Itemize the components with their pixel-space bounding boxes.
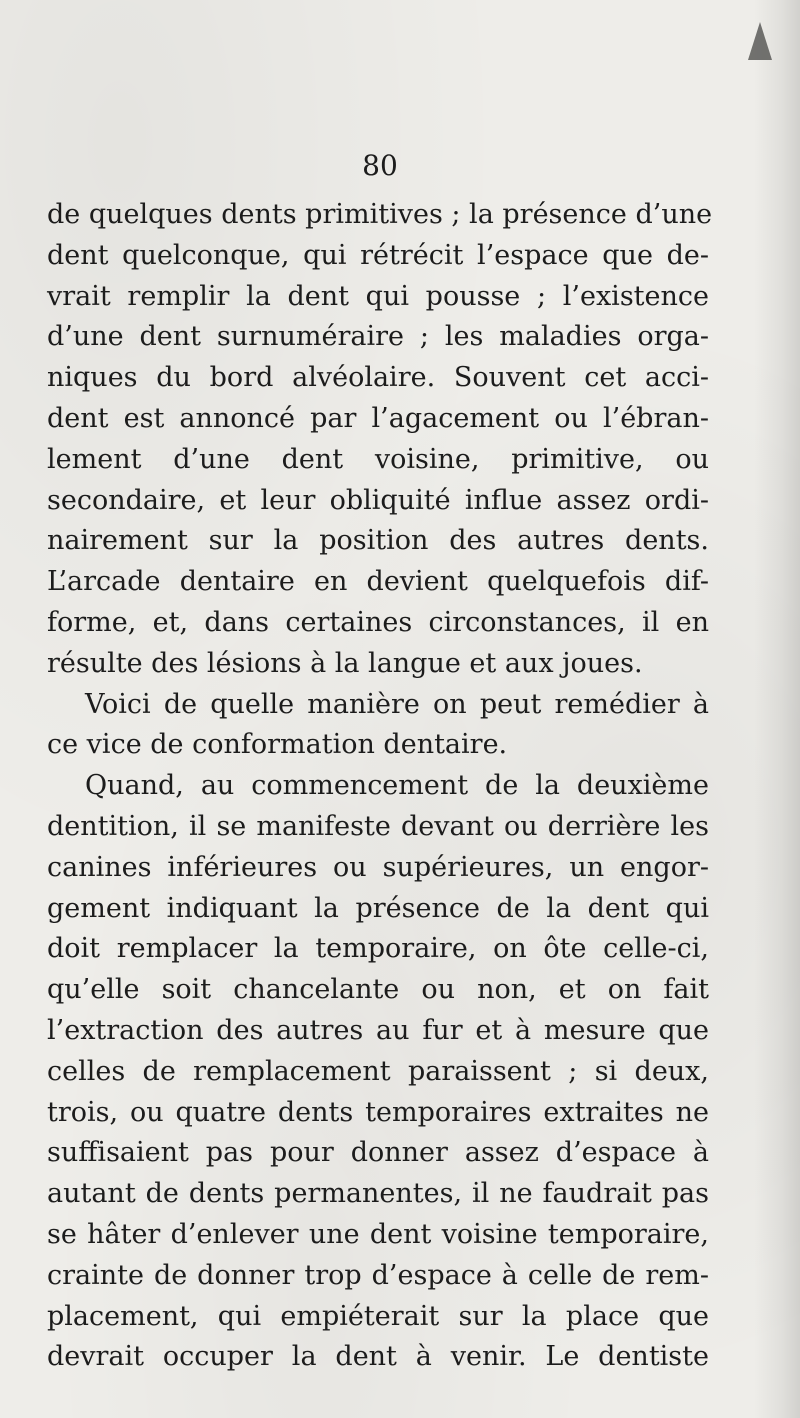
page-edge-shadow	[754, 0, 800, 1418]
text-line: gement indiquant la présence de la dent qui	[47, 892, 709, 924]
paragraph-start-line: Voici de quelle manière on peut remédier à	[85, 688, 709, 720]
text-line: devrait occuper la dent à venir. Le dentiste	[47, 1341, 709, 1373]
text-line: se hâter d’enlever une dent voisine temporaire,	[47, 1218, 709, 1250]
text-line: secondaire, et leur obliquité influe assez ordi-	[47, 484, 709, 516]
corner-mark	[748, 22, 772, 60]
text-line: nairement sur la position des autres dents.	[47, 525, 709, 557]
text-line: niques du bord alvéolaire. Souvent cet acci-	[47, 362, 709, 394]
text-line: canines inférieures ou supérieures, un engor-	[47, 851, 709, 883]
text-line: forme, et, dans certaines circonstances, il en	[47, 606, 709, 638]
text-line: d’une dent surnuméraire ; les maladies orga-	[47, 321, 709, 353]
page-number: 80	[362, 149, 398, 182]
body-text	[47, 195, 713, 1378]
text-line: dent quelconque, qui rétrécit l’espace que de-	[47, 239, 709, 271]
text-line: dent est annoncé par l’agacement ou l’ébran-	[47, 402, 709, 434]
text-line: résulte des lésions à la langue et aux joues.	[47, 647, 643, 679]
text-line: lement d’une dent voisine, primitive, ou	[47, 443, 709, 475]
paragraph-start-line: Quand, au commencement de la deuxième	[85, 770, 709, 802]
text-line: crainte de donner trop d’espace à celle de rem-	[47, 1259, 709, 1291]
text-line: de quelques dents primitives ; la présence d’une	[47, 199, 713, 230]
text-line: L’arcade dentaire en devient quelquefois dif-	[47, 566, 709, 598]
text-line: autant de dents permanentes, il ne faudrait pas	[47, 1178, 709, 1210]
text-line: celles de remplacement paraissent ; si deux,	[47, 1055, 709, 1087]
text-line: doit remplacer la temporaire, on ôte celle-ci,	[47, 933, 709, 965]
text-line: suffisaient pas pour donner assez d’espace à	[47, 1137, 709, 1169]
text-line: trois, ou quatre dents temporaires extraites ne	[47, 1096, 709, 1128]
text-line: l’extraction des autres au fur et à mesure que	[47, 1014, 709, 1046]
text-line: vrait remplir la dent qui pousse ; l’existence	[47, 280, 709, 312]
text-line: dentition, il se manifeste devant ou derrière les	[47, 810, 709, 842]
text-line: qu’elle soit chancelante ou non, et on fait	[47, 974, 709, 1006]
text-line: ce vice de conformation dentaire.	[47, 729, 508, 761]
text-line: placement, qui empiéterait sur la place que	[47, 1300, 709, 1332]
